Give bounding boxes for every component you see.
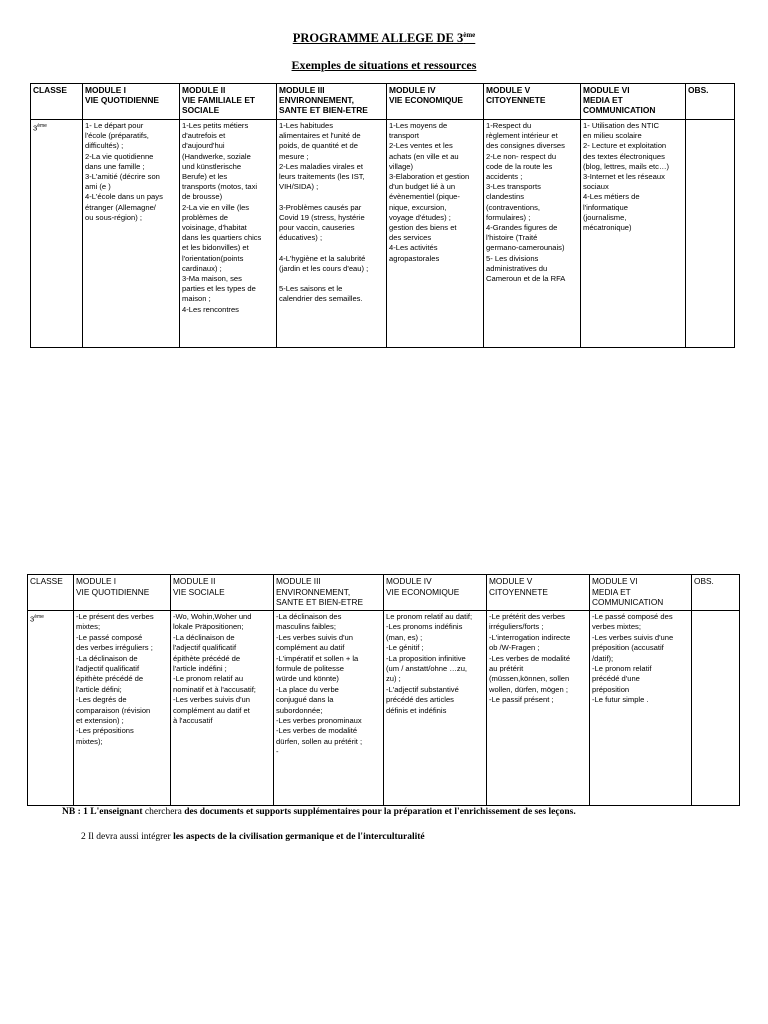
cell-line: 1-Les petits métiers — [182, 121, 249, 130]
cell-line: masculins faibles; — [276, 622, 336, 632]
cell-line: 4-Grandes figures de — [486, 223, 558, 233]
cell-line: und künstlerische — [182, 161, 242, 171]
cell-line: achats (en ville et au — [389, 151, 459, 161]
cell-line: formule de politesse — [276, 664, 344, 674]
class-superscript: ème — [37, 123, 47, 129]
module-cell — [581, 120, 686, 348]
column-header-line: SANTE ET BIEN-ETRE — [279, 105, 368, 115]
cell-line: 3-Ma maison, ses — [182, 274, 242, 284]
cell-line: définis et indéfinis — [386, 705, 447, 715]
column-header — [180, 84, 277, 120]
cell-line: 1-Respect du — [486, 121, 532, 130]
column-header-line: MEDIA ET — [583, 95, 623, 105]
column-header-line: COMMUNICATION — [592, 597, 664, 607]
column-header-line: CLASSE — [33, 85, 67, 95]
column-header-line: VIE ECONOMIQUE — [389, 95, 463, 105]
cell-line: d'aujourd'hui — [182, 141, 225, 151]
cell-line: verbes mixtes; — [592, 622, 641, 632]
cell-line: mécatronique) — [583, 223, 632, 233]
cell-line: würde und könnte) — [276, 674, 339, 684]
column-header-line: VIE QUOTIDIENNE — [76, 586, 150, 597]
cell-line: l'informatique — [583, 202, 628, 212]
cell-line: épithète précédé de — [76, 674, 144, 684]
cell-line: - — [276, 747, 279, 757]
cell-line: -Le passé composé des — [592, 612, 673, 621]
cell-line: 4-Les rencontres — [182, 304, 239, 314]
cell-line: préposition (accusatif — [592, 643, 664, 653]
cell-line: cardinaux) ; — [182, 263, 222, 273]
column-header-line: MODULE VI — [583, 85, 630, 95]
cell-line: complément au datif — [276, 643, 345, 653]
cell-line: maison ; — [182, 294, 211, 304]
cell-line: mixtes; — [76, 622, 101, 632]
cell-line: (müssen,können, sollen — [489, 674, 570, 684]
note-2-prefix: 2 Il devra aussi intégrer — [81, 832, 174, 842]
cell-line: 2-Les maladies virales et — [279, 161, 363, 171]
cell-line: évènementiel (pique- — [389, 192, 460, 202]
cell-line: difficultés) ; — [85, 141, 124, 151]
cell-line: comparaison (révision — [76, 705, 151, 715]
cell-line: voyage d'études) ; — [389, 212, 451, 222]
module-cell — [384, 611, 487, 806]
column-header — [590, 575, 692, 611]
table-header-row — [31, 84, 735, 120]
cell-line: 1- Le départ pour — [85, 121, 144, 130]
column-header-line: COMMUNICATION — [583, 105, 656, 115]
page-title — [0, 31, 768, 46]
cell-line: lokale Präpositionen; — [173, 622, 244, 632]
column-header-line: CLASSE — [30, 576, 63, 586]
note-1 — [62, 807, 576, 817]
cell-line: -Wo, Wohin,Woher und — [173, 612, 252, 621]
cell-line: 2- Lecture et exploitation — [583, 141, 667, 151]
table-row — [28, 611, 740, 806]
module-cell — [274, 611, 384, 806]
class-superscript: ème — [34, 614, 44, 620]
cell-line: formulaires) ; — [486, 212, 531, 222]
cell-line: Covid 19 (stress, hystérie — [279, 212, 365, 222]
cell-line: /datif); — [592, 653, 614, 663]
cell-line: administratives du — [486, 263, 548, 273]
cell-line: 3-Problèmes causés par — [279, 202, 362, 212]
column-header-line: ENVIRONNEMENT, — [279, 95, 354, 105]
cell-line: en milieu scolaire — [583, 131, 642, 141]
column-header-line: ENVIRONNEMENT, — [276, 586, 351, 597]
cell-line: Le pronom relatif au datif; — [386, 612, 473, 621]
column-header — [74, 575, 171, 611]
cell-line: (man, es) ; — [386, 632, 423, 642]
cell-line: -Le prétérit des verbes — [489, 612, 565, 621]
column-header — [692, 575, 740, 611]
cell-line: -La proposition infinitive — [386, 653, 466, 663]
module-cell — [387, 120, 484, 348]
module-cell — [83, 120, 180, 348]
cell-line: l'école (préparatifs, — [85, 131, 149, 141]
cell-line: problèmes de — [182, 212, 229, 222]
table-row — [31, 120, 735, 348]
cell-line: poids, de quantité et de — [279, 141, 358, 151]
cell-line: -Les pronoms indéfinis — [386, 622, 463, 632]
module-cell — [692, 611, 740, 806]
programme-table-situations — [30, 83, 735, 348]
cell-line: (contraventions, — [486, 202, 541, 212]
cell-line: 4-Les activités — [389, 243, 438, 253]
column-header-line: OBS. — [688, 85, 709, 95]
column-header — [487, 575, 590, 611]
cell-line: (journalisme, — [583, 212, 627, 222]
cell-line: l'adjectif qualificatif — [76, 664, 140, 674]
cell-line: 4-Les métiers de — [583, 192, 640, 202]
cell-line: (um / anstatt/ohne …zu, — [386, 664, 468, 674]
cell-line: -L'impératif et sollen + la — [276, 653, 359, 663]
note-1-text: des documents et supports supplémentaires pour la préparation et l'enrichissement de ses leçons. — [184, 807, 576, 817]
cell-line: (Handwerke, soziale — [182, 151, 251, 161]
cell-line: transports (motos, taxi — [182, 182, 258, 192]
note-1-subject: L'enseignant — [90, 807, 143, 817]
cell-line: des services — [389, 233, 432, 243]
cell-line: et les bidonvilles) et — [182, 243, 249, 253]
cell-line: village) — [389, 161, 414, 171]
cell-line: épithète précédé de — [173, 653, 241, 663]
cell-line: précédé d'une — [592, 674, 640, 684]
cell-line: dans les quartiers chics — [182, 233, 262, 243]
cell-line: 5- Les divisions — [486, 253, 539, 263]
cell-line: 3-Les transports — [486, 182, 541, 192]
cell-line: -Le pronom relatif — [592, 664, 652, 674]
module-cell — [277, 120, 387, 348]
column-header — [171, 575, 274, 611]
cell-line: (jardin et les cours d'eau) ; — [279, 263, 369, 273]
column-header-line: MODULE I — [85, 85, 126, 95]
cell-line: d'autrefois et — [182, 131, 226, 141]
column-header — [31, 84, 83, 120]
cell-line: nominatif et à l'accusatif; — [173, 684, 256, 694]
cell-line: l'orientation(points — [182, 253, 244, 263]
table-header-row — [28, 575, 740, 611]
note-2 — [81, 832, 425, 842]
module-cell — [180, 120, 277, 348]
cell-line: règlement intérieur et — [486, 131, 558, 141]
cell-line: 3-Internet et les réseaux — [583, 172, 665, 182]
class-cell — [28, 611, 74, 806]
cell-line: 2-La vie quotidienne — [85, 151, 154, 161]
cell-line: -Le pronom relatif au — [173, 674, 244, 684]
column-header-line: MODULE III — [279, 85, 325, 95]
cell-line: 1-Les habitudes — [279, 121, 334, 130]
cell-line: -Les degrés de — [76, 695, 127, 705]
column-header — [83, 84, 180, 120]
cell-line: accidents ; — [486, 172, 523, 182]
cell-line: -Les verbes de modalité — [276, 726, 358, 736]
cell-line: sociaux — [583, 182, 609, 192]
cell-line: 2-Le non- respect du — [486, 151, 557, 161]
cell-line: étranger (Allemagne/ — [85, 202, 156, 212]
cell-line: calendrier des semailles. — [279, 294, 363, 304]
cell-line: mesure ; — [279, 151, 309, 161]
cell-line: 1-Les moyens de — [389, 121, 448, 130]
cell-line: -Les prépositions — [76, 726, 134, 736]
cell-line: -Le génitif ; — [386, 643, 424, 653]
cell-line: 2-La vie en ville (les — [182, 202, 250, 212]
class-cell — [31, 120, 83, 348]
column-header-line: VIE ECONOMIQUE — [386, 586, 460, 597]
column-header — [277, 84, 387, 120]
module-cell — [487, 611, 590, 806]
cell-line: -Le présent des verbes — [76, 612, 154, 621]
column-header — [274, 575, 384, 611]
cell-line: l'adjectif qualificatif — [173, 643, 237, 653]
cell-line: -Les verbes suivis d'une — [592, 632, 674, 642]
cell-line: mixtes); — [76, 736, 103, 746]
column-header-line: SOCIALE — [182, 105, 220, 115]
column-header-line: VIE QUOTIDIENNE — [85, 95, 159, 105]
cell-line: l'article indéfini ; — [173, 664, 227, 674]
cell-line: -Le passif présent ; — [489, 695, 554, 705]
column-header-line: CITOYENNETE — [486, 95, 546, 105]
cell-line: de brousse) — [182, 192, 223, 202]
cell-line: l'histoire (Traité — [486, 233, 538, 243]
cell-line: à l'accusatif — [173, 716, 213, 726]
page-subtitle: Exemples de situations et ressources — [291, 58, 477, 72]
cell-line: alimentaires et l'unité de — [279, 131, 361, 141]
module-cell — [74, 611, 171, 806]
cell-line: -La déclinaison de — [76, 653, 138, 663]
column-header-line: MODULE V — [489, 576, 533, 586]
cell-line: germano-camerounais) — [486, 243, 565, 253]
cell-line: voisinage, d'habitat — [182, 223, 247, 233]
cell-line: nique, excursion, — [389, 202, 447, 212]
cell-line: zu) ; — [386, 674, 401, 684]
cell-line: conjugué dans la — [276, 695, 334, 705]
cell-line: agropastorales — [389, 253, 440, 263]
cell-line: 2-Les ventes et les — [389, 141, 453, 151]
column-header-line: MODULE VI — [592, 576, 638, 586]
cell-line — [279, 274, 384, 284]
column-header-line: MODULE V — [486, 85, 531, 95]
column-header — [581, 84, 686, 120]
column-header-line: MODULE IV — [386, 576, 432, 586]
page-title-text: PROGRAMME ALLEGE DE 3 — [292, 31, 464, 46]
column-header-line: SANTE ET BIEN-ETRE — [276, 597, 363, 607]
cell-line: 3-Elaboration et gestion — [389, 172, 470, 182]
cell-line: irréguliers/forts ; — [489, 622, 544, 632]
cell-line: Cameroun et de la RFA — [486, 274, 566, 284]
cell-line: des consignes diverses — [486, 141, 565, 151]
cell-line: -La déclinaison de — [173, 632, 235, 642]
cell-line: gestion des biens et — [389, 223, 457, 233]
cell-line: leurs traitements (les IST, — [279, 172, 365, 182]
cell-line: au prétérit — [489, 664, 524, 674]
column-header — [387, 84, 484, 120]
cell-line: VIH/SIDA) ; — [279, 182, 319, 192]
cell-line: ou sous-région) ; — [85, 212, 142, 222]
cell-line: des textes électroniques — [583, 151, 665, 161]
cell-line: -Le passé composé — [76, 632, 143, 642]
column-header-line: MEDIA ET — [592, 586, 631, 597]
cell-line: wollen, dürfen, mögen ; — [489, 684, 568, 694]
column-header-line: OBS. — [694, 576, 714, 586]
cell-line — [279, 243, 384, 253]
cell-line: d'un budget lié à un — [389, 182, 456, 192]
cell-line: -Les verbes pronominaux — [276, 716, 362, 726]
cell-line: -La place du verbe — [276, 684, 339, 694]
cell-line: -Les verbes suivis d'un — [173, 695, 251, 705]
cell-line: code de la route les — [486, 161, 553, 171]
cell-line: -Les verbes de modalité — [489, 653, 571, 663]
column-header-line: MODULE I — [76, 576, 117, 586]
cell-line: 1- Utilisation des NTIC — [583, 121, 659, 130]
column-header-line: MODULE II — [173, 576, 216, 586]
column-header — [28, 575, 74, 611]
cell-line: Berufe) et les — [182, 172, 228, 182]
column-header — [484, 84, 581, 120]
column-header-line: VIE FAMILIALE ET — [182, 95, 256, 105]
cell-line: complément au datif et — [173, 705, 250, 715]
class-label: 3 — [33, 123, 38, 133]
module-cell — [686, 120, 735, 348]
cell-line: ob /W-Fragen ; — [489, 643, 540, 653]
cell-line: et extension) ; — [76, 716, 124, 726]
cell-line — [279, 192, 384, 202]
cell-line: -L'adjectif substantivé — [386, 684, 459, 694]
module-cell — [590, 611, 692, 806]
cell-line: 4-L'hygiène et la salubrité — [279, 253, 366, 263]
column-header — [384, 575, 487, 611]
page-title-superscript: ème — [463, 31, 476, 39]
note-1-verb: cherchera — [142, 807, 185, 817]
column-header-line: MODULE III — [276, 576, 321, 586]
note-1-prefix: NB : 1 — [62, 807, 91, 817]
cell-line: (blog, lettres, mails etc…) — [583, 161, 670, 171]
module-cell — [171, 611, 274, 806]
cell-line: parties et les types de — [182, 284, 256, 294]
column-header-line: MODULE IV — [389, 85, 436, 95]
cell-line: transport — [389, 131, 419, 141]
cell-line: précédé des articles — [386, 695, 454, 705]
programme-table-grammar — [27, 574, 740, 806]
cell-line: dürfen, sollen au prétérit ; — [276, 736, 363, 746]
cell-line: des verbes irréguliers ; — [76, 643, 153, 653]
cell-line: préposition — [592, 684, 630, 694]
column-header — [686, 84, 735, 120]
cell-line: clandestins — [486, 192, 524, 202]
cell-line: -La déclinaison des — [276, 612, 342, 621]
note-2-text: les aspects de la civilisation germanique et de l'interculturalité — [173, 832, 425, 842]
cell-line: ami (e ) — [85, 182, 111, 192]
cell-line: subordonnée; — [276, 705, 323, 715]
cell-line: pour vaccin, causeries — [279, 223, 355, 233]
column-header-line: VIE SOCIALE — [173, 586, 225, 597]
cell-line: 3-L'amitié (décrire son — [85, 172, 160, 182]
cell-line: 5-Les saisons et le — [279, 284, 343, 294]
cell-line: -Les verbes suivis d'un — [276, 632, 354, 642]
cell-line: -L'interrogation indirecte — [489, 632, 571, 642]
cell-line: l'article défini; — [76, 684, 122, 694]
class-label: 3 — [30, 614, 35, 624]
cell-line: dans une famille ; — [85, 161, 145, 171]
module-cell — [484, 120, 581, 348]
cell-line: -Le futur simple . — [592, 695, 649, 705]
cell-line: 4-L'école dans un pays — [85, 192, 163, 202]
column-header-line: MODULE II — [182, 85, 226, 95]
column-header-line: CITOYENNETE — [489, 586, 548, 597]
cell-line: éducatives) ; — [279, 233, 323, 243]
